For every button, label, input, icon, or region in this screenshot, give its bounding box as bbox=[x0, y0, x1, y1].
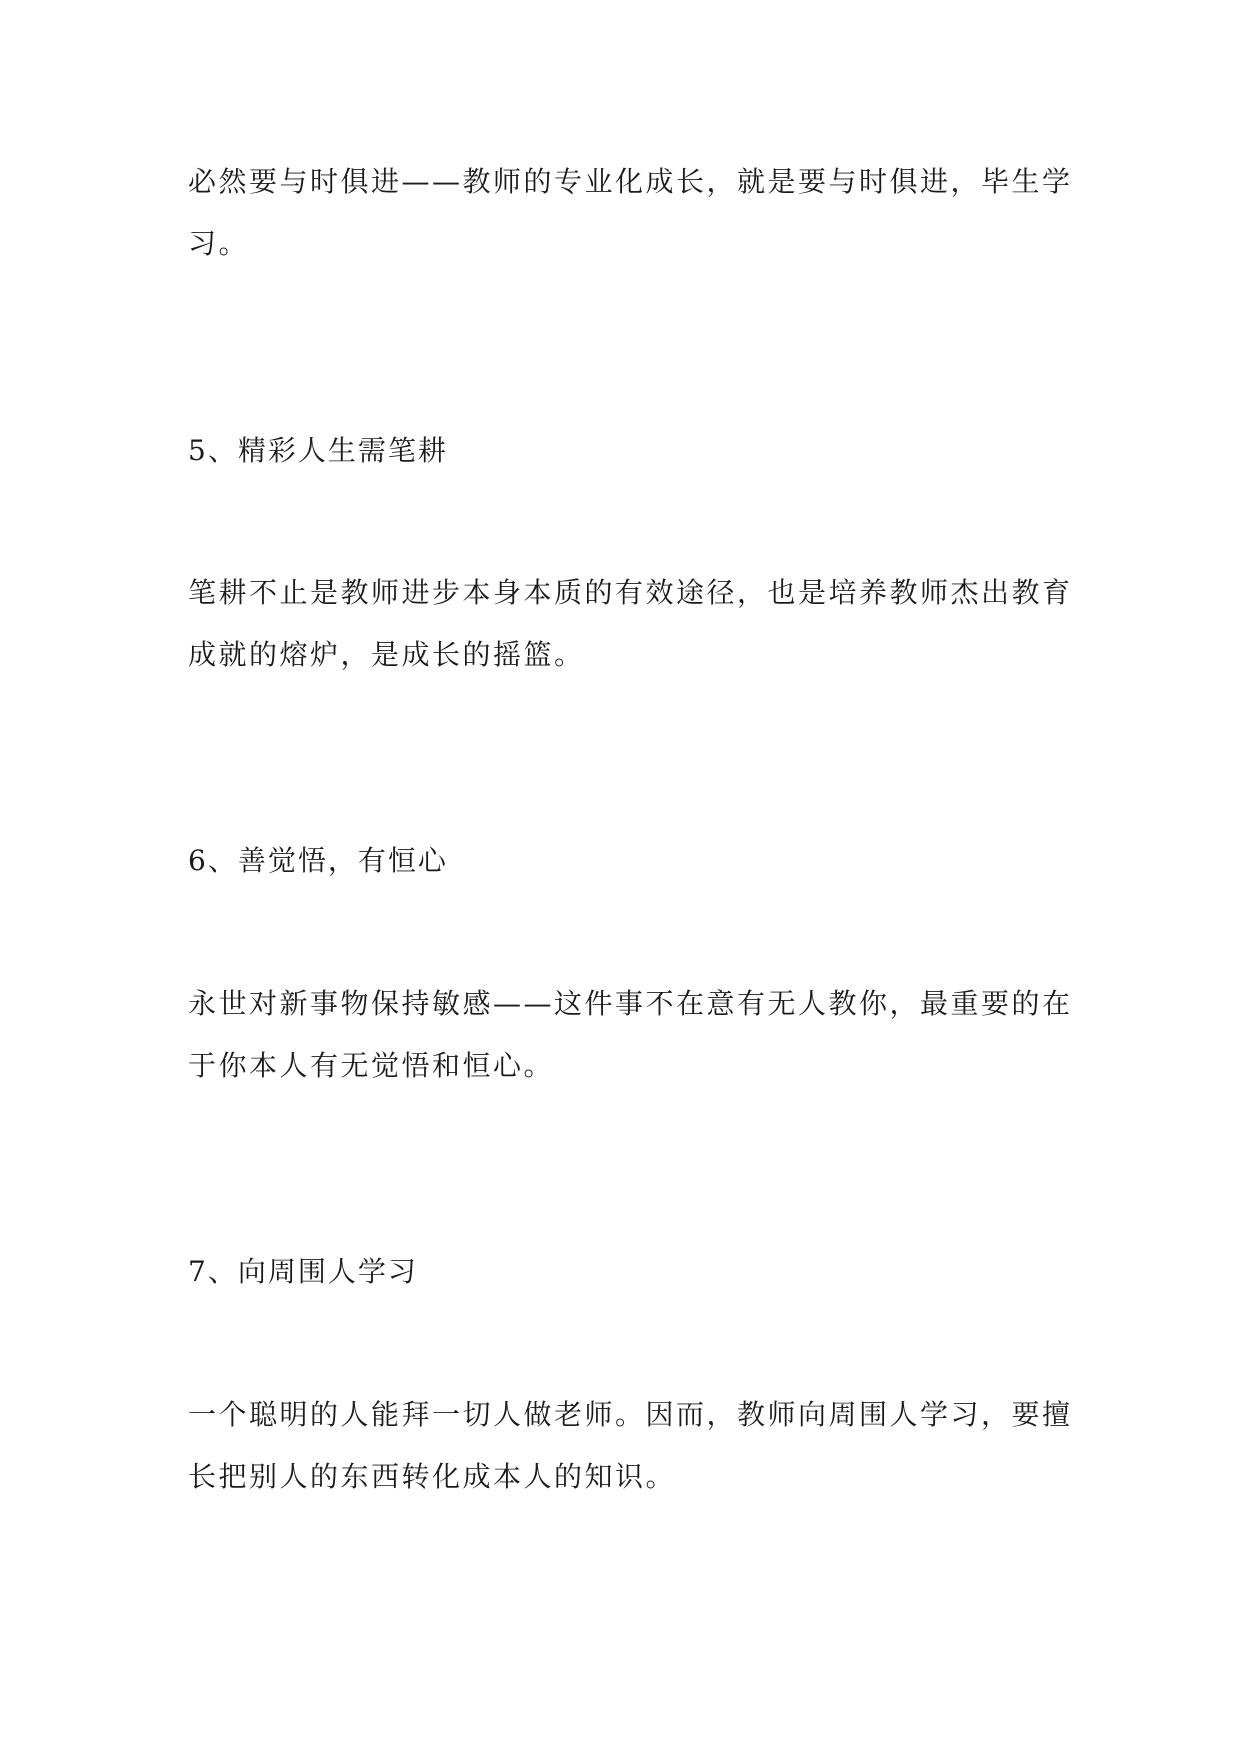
paragraph-2-line-2: 成就的熔炉，是成长的摇篮。 bbox=[188, 638, 585, 671]
paragraph-1-line-2: 习。 bbox=[188, 227, 250, 260]
paragraph-3-line-2: 于你本人有无觉悟和恒心。 bbox=[188, 1049, 555, 1082]
paragraph-2-line-1: 笔耕不止是教师进步本身本质的有效途径，也是培养教师杰出教育 bbox=[188, 576, 1073, 609]
paragraph-3-line-1: 永世对新事物保持敏感——这件事不在意有无人教你，最重要的在 bbox=[188, 987, 1073, 1020]
section-heading-7: 7、向周围人学习 bbox=[188, 1255, 418, 1288]
paragraph-4-line-2: 长把别人的东西转化成本人的知识。 bbox=[188, 1460, 677, 1493]
paragraph-1-line-1: 必然要与时俱进——教师的专业化成长，就是要与时俱进，毕生学 bbox=[188, 165, 1073, 198]
paragraph-4-line-1: 一个聪明的人能拜一切人做老师。因而，教师向周围人学习，要擅 bbox=[188, 1398, 1073, 1431]
section-heading-5: 5、精彩人生需笔耕 bbox=[188, 434, 448, 467]
section-heading-6: 6、善觉悟，有恒心 bbox=[188, 844, 448, 877]
